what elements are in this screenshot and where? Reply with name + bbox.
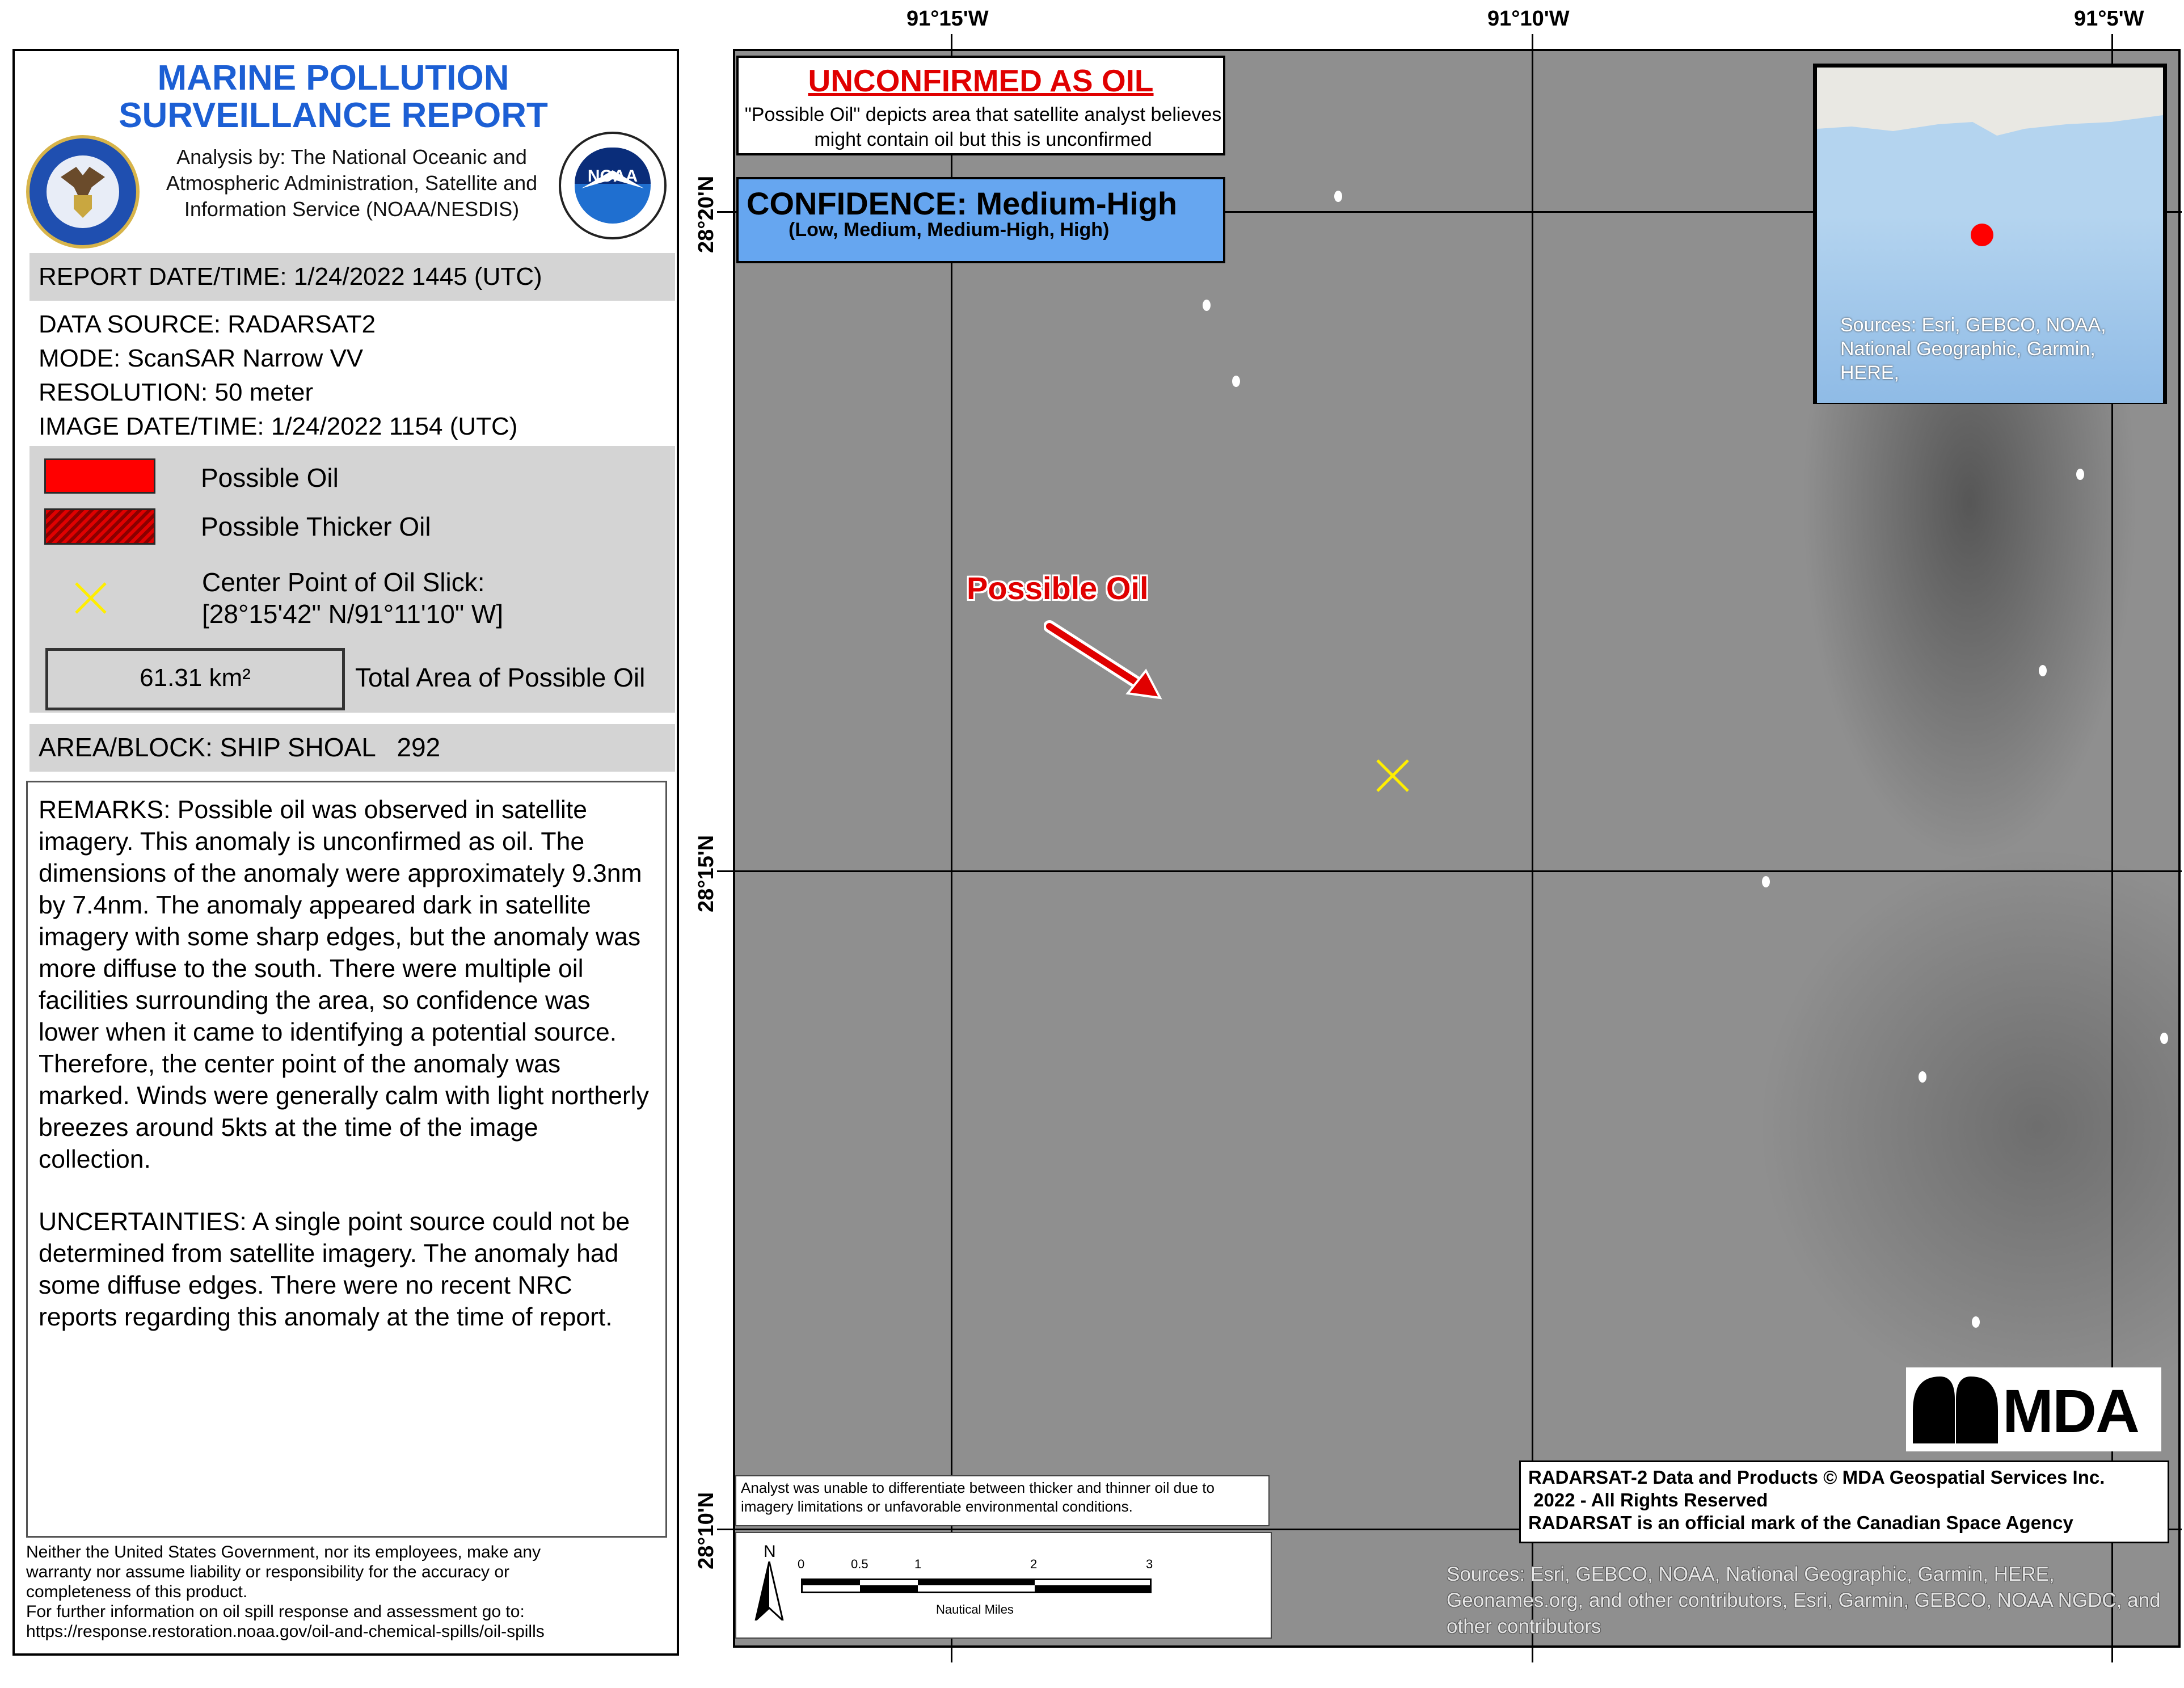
- area-block: AREA/BLOCK: SHIP SHOAL 292: [39, 733, 441, 762]
- remarks-text: REMARKS: Possible oil was observed in satellite imagery. This anomaly is unconfirmed as oil. The dimensions of the anomaly were approximately 9.3nm by 7.4nm. The anomaly appeared dark in satellite imagery with some sharp edges, but the anomaly was more diffuse to the south. There were multiple oil facilities surrounding the area, so confidence was lower when it came to identifying a potential source. Therefore, the center point of the anomaly was marked. Winds were generally calm with light northerly breezes around 5kts at the time of the image collection.: [39, 796, 649, 1173]
- center-point-coords: [28°15'42" N/91°11'10" W]: [202, 599, 504, 629]
- confidence-title: CONFIDENCE: Medium-High: [747, 186, 1178, 221]
- scale-tick-label: 0: [798, 1557, 805, 1571]
- possible-oil-annotation: Possible Oil: [967, 570, 1149, 606]
- scale-tick-label: 0.5: [851, 1557, 868, 1571]
- tick: [717, 211, 733, 213]
- possible-oil-swatch: [44, 458, 155, 494]
- legend-possible-thicker-oil: Possible Thicker Oil: [201, 512, 431, 541]
- map-frame: [733, 49, 2181, 1648]
- legend-possible-oil: Possible Oil: [201, 463, 339, 492]
- unconfirmed-title: UNCONFIRMED AS OIL: [808, 63, 1154, 98]
- radarsat-credit-line: RADARSAT is an official mark of the Canadian Space Agency: [1528, 1512, 2073, 1533]
- confidence-levels: (Low, Medium, Medium-High, High): [789, 219, 1110, 241]
- tick: [951, 1648, 952, 1662]
- center-point-label: Center Point of Oil Slick:: [202, 567, 485, 597]
- disclaimer-line: For further information on oil spill response and assessment go to:: [26, 1602, 525, 1621]
- disclaimer-line: completeness of this product.: [26, 1582, 248, 1601]
- lat-label: 28°10'N: [694, 1492, 718, 1569]
- report-title-line1: MARINE POLLUTION: [157, 58, 509, 98]
- tick: [717, 1529, 733, 1530]
- analysis-by-text: Analysis by: The National Oceanic and Atmospheric Administration, Satellite and Information Service (NOAA/NESDIS): [166, 145, 538, 221]
- disclaimer-link[interactable]: https://response.restoration.noaa.gov/oil-and-chemical-spills/oil-spills: [26, 1622, 545, 1641]
- possible-thicker-oil-swatch: [44, 508, 155, 545]
- lat-label: 28°15'N: [694, 835, 718, 912]
- report-datetime: REPORT DATE/TIME: 1/24/2022 1445 (UTC): [39, 263, 542, 291]
- map-sources-credit: Sources: Esri, GEBCO, NOAA, National Geographic, Garmin, HERE, Geonames.org, and other contributors, Esri, Garmin, GEBCO, NOAA NGDC, and other contributors: [1447, 1563, 2161, 1638]
- uncertainties-text: UNCERTAINTIES: A single point source could not be determined from satellite imagery. The anomaly had some diffuse edges. There were no recent NRC reports regarding this anomaly at the time of report.: [39, 1208, 630, 1331]
- lon-label: 91°15'W: [907, 7, 989, 31]
- radarsat-credit-line: 2022 - All Rights Reserved: [1528, 1489, 1768, 1510]
- noaa-logo-text: NOAA: [587, 167, 638, 186]
- tick: [951, 34, 952, 49]
- disclaimer-line: warranty nor assume liability or responsibility for the accuracy or: [26, 1563, 509, 1581]
- lon-label: 91°10'W: [1487, 7, 1570, 31]
- noaa-logo-icon: [559, 132, 667, 239]
- radarsat-credit-line: RADARSAT-2 Data and Products © MDA Geospatial Services Inc.: [1528, 1467, 2105, 1488]
- report-title-line2: SURVEILLANCE REPORT: [119, 96, 548, 135]
- tick: [2111, 1648, 2113, 1662]
- tick: [1532, 1648, 1533, 1662]
- scale-tick-label: 2: [1030, 1557, 1038, 1571]
- analyst-note: Analyst was unable to differentiate between thicker and thinner oil due to imagery limitations or unfavorable environmental conditions.: [741, 1479, 1215, 1515]
- resolution: RESOLUTION: 50 meter: [39, 378, 314, 406]
- department-of-commerce-seal-icon: [26, 135, 140, 249]
- scale-tick-label: 3: [1146, 1557, 1153, 1571]
- tick: [717, 870, 733, 872]
- mda-logo-text: MDA: [2002, 1377, 2139, 1445]
- north-label: N: [764, 1542, 776, 1561]
- lon-label: 91°5'W: [2074, 7, 2144, 31]
- center-point-cross-icon: [73, 580, 109, 616]
- scale-units: Nautical Miles: [936, 1602, 1014, 1617]
- data-source: DATA SOURCE: RADARSAT2: [39, 310, 376, 338]
- lat-label: 28°20'N: [694, 175, 718, 253]
- unconfirmed-description: "Possible Oil" depicts area that satellite analyst believes might contain oil but this is unconfirmed: [744, 104, 1222, 150]
- tick: [1532, 34, 1533, 49]
- total-area-label: Total Area of Possible Oil: [355, 663, 646, 692]
- disclaimer: [26, 1542, 667, 1641]
- scale-tick-label: 1: [914, 1557, 922, 1571]
- disclaimer-line: Neither the United States Government, nor its employees, make any: [26, 1543, 541, 1561]
- mode: MODE: ScanSAR Narrow VV: [39, 344, 364, 372]
- image-datetime: IMAGE DATE/TIME: 1/24/2022 1154 (UTC): [39, 412, 518, 440]
- inset-sources: Sources: Esri, GEBCO, NOAA, National Geographic, Garmin, HERE,: [1840, 314, 2106, 384]
- total-area-value: 61.31 km²: [45, 648, 345, 710]
- tick: [2111, 34, 2113, 49]
